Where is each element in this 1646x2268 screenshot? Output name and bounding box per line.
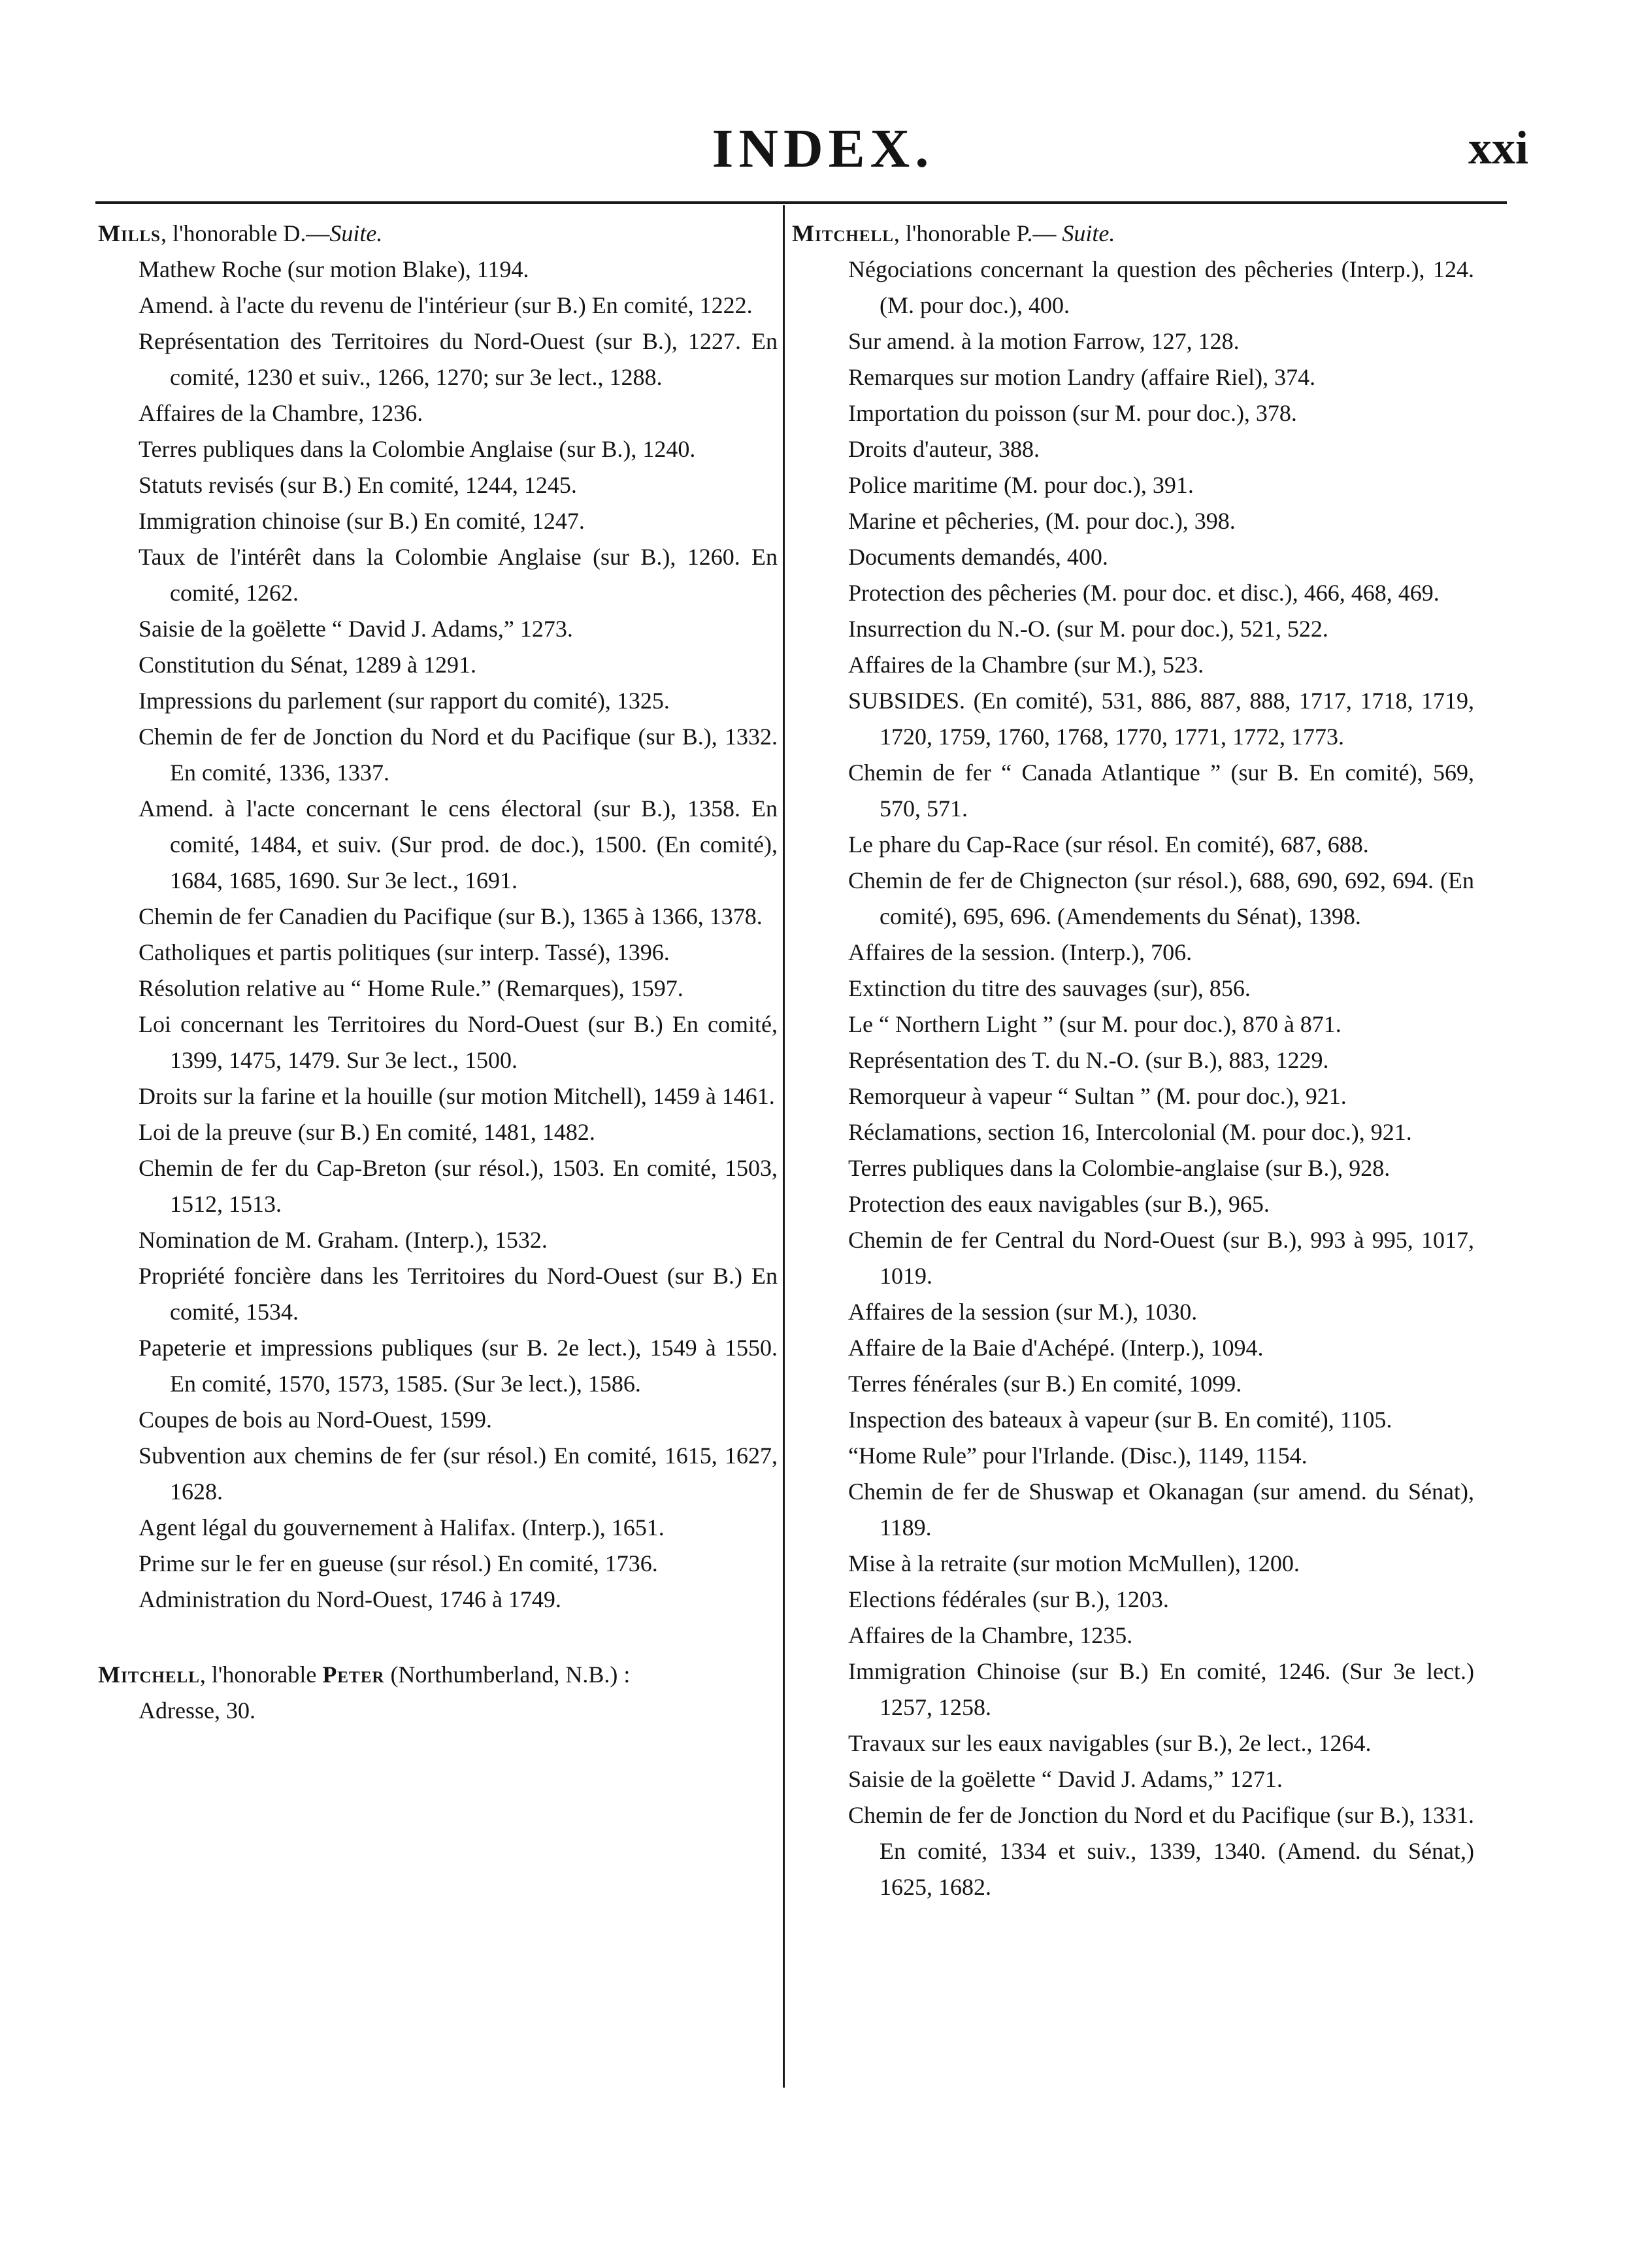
index-entry: Loi concernant les Territoires du Nord-Ouest (sur B.) En comité, 1399, 1475, 1479. Sur 3e lect., 1500. — [139, 1011, 778, 1073]
index-entry: Coupes de bois au Nord-Ouest, 1599. — [139, 1407, 492, 1433]
index-entry: Elections fédérales (sur B.), 1203. — [848, 1586, 1169, 1612]
index-entry: Terres publiques dans la Colombie Anglaise (sur B.), 1240. — [139, 436, 696, 462]
index-entries-mills — [98, 252, 778, 1618]
index-entry: Papeterie et impressions publiques (sur B. 2e lect.), 1549 à 1550. En comité, 1570, 1573, 1585. (Sur 3e lect.), 1586. — [139, 1335, 778, 1397]
index-entry: Mathew Roche (sur motion Blake), 1194. — [139, 256, 529, 282]
index-entry: Administration du Nord-Ouest, 1746 à 1749. — [139, 1586, 561, 1612]
index-entry: Chemin de fer Central du Nord-Ouest (sur B.), 993 à 995, 1017, 1019. — [848, 1227, 1474, 1289]
index-entry: Droits d'auteur, 388. — [848, 436, 1040, 462]
index-entry: Documents demandés, 400. — [848, 544, 1108, 570]
index-entry: “Home Rule” pour l'Irlande. (Disc.), 1149, 1154. — [848, 1443, 1308, 1469]
index-entry: Adresse, 30. — [139, 1697, 255, 1724]
heading-suffix: , l'honorable P.— — [893, 220, 1062, 246]
index-entry: Chemin de fer Canadien du Pacifique (sur B.), 1365 à 1366, 1378. — [139, 903, 763, 929]
index-entry: Affaire de la Baie d'Achépé. (Interp.), 1094. — [848, 1335, 1264, 1361]
index-block-mitchell-start — [98, 1657, 778, 1729]
index-entry: Affaires de la session. (Interp.), 706. — [848, 939, 1193, 965]
index-entry: Chemin de fer de Shuswap et Okanagan (sur amend. du Sénat), 1189. — [848, 1478, 1474, 1541]
index-entry: Marine et pêcheries, (M. pour doc.), 398. — [848, 508, 1236, 534]
index-entry: Immigration Chinoise (sur B.) En comité, 1246. (Sur 3e lect.) 1257, 1258. — [848, 1658, 1474, 1720]
heading-name: Mitchell — [98, 1661, 200, 1688]
index-entry: Prime sur le fer en gueuse (sur résol.) En comité, 1736. — [139, 1550, 658, 1576]
index-entry: Réclamations, section 16, Intercolonial (M. pour doc.), 921. — [848, 1119, 1412, 1145]
heading-suite: Suite. — [329, 220, 383, 246]
index-entry: Résolution relative au “ Home Rule.” (Remarques), 1597. — [139, 975, 683, 1001]
index-entry: Le “ Northern Light ” (sur M. pour doc.), 870 à 871. — [848, 1011, 1341, 1037]
index-entry: Chemin de fer de Chignecton (sur résol.), 688, 690, 692, 694. (En comité), 695, 696. (Amendements du Sénat), 1398. — [848, 867, 1474, 929]
index-entry: Importation du poisson (sur M. pour doc.), 378. — [848, 400, 1297, 426]
index-entry: Constitution du Sénat, 1289 à 1291. — [139, 652, 476, 678]
index-entry: Négociations concernant la question des pêcheries (Interp.), 124. (M. pour doc.), 400. — [848, 256, 1474, 318]
index-entry: Chemin de fer de Jonction du Nord et du Pacifique (sur B.), 1331. En comité, 1334 et suiv., 1339, 1340. (Amend. du Sénat,) 1625, 1682. — [848, 1802, 1474, 1900]
index-entry: Agent légal du gouvernement à Halifax. (Interp.), 1651. — [139, 1514, 665, 1541]
heading-suffix: , l'honorable D.— — [160, 220, 330, 246]
column-divider — [783, 205, 785, 2088]
index-entry: Terres fénérales (sur B.) En comité, 1099. — [848, 1371, 1242, 1397]
page-number: xxi — [1468, 122, 1528, 174]
index-entry: Saisie de la goëlette “ David J. Adams,” 1273. — [139, 616, 573, 642]
heading-name: Mills — [98, 220, 161, 246]
index-entry: Remarques sur motion Landry (affaire Riel), 374. — [848, 364, 1316, 390]
index-entry: Immigration chinoise (sur B.) En comité, 1247. — [139, 508, 585, 534]
index-entry: Catholiques et partis politiques (sur interp. Tassé), 1396. — [139, 939, 670, 965]
index-heading-mitchell — [98, 1657, 778, 1693]
index-entry: Travaux sur les eaux navigables (sur B.), 2e lect., 1264. — [848, 1730, 1372, 1756]
index-heading-mitchell-suite — [792, 216, 1474, 252]
index-entry: Subvention aux chemins de fer (sur résol.) En comité, 1615, 1627, 1628. — [139, 1443, 778, 1505]
index-entry: Affaires de la Chambre, 1235. — [848, 1622, 1133, 1648]
heading-first-name: Peter — [322, 1661, 385, 1688]
index-entry: Nomination de M. Graham. (Interp.), 1532. — [139, 1227, 548, 1253]
index-entries-mitchell-start — [98, 1693, 778, 1729]
header-rule — [95, 201, 1507, 204]
index-entry: Impressions du parlement (sur rapport du comité), 1325. — [139, 688, 670, 714]
index-entry: Droits sur la farine et la houille (sur motion Mitchell), 1459 à 1461. — [139, 1083, 775, 1109]
index-entry: Insurrection du N.-O. (sur M. pour doc.), 521, 522. — [848, 616, 1328, 642]
index-entry: Mise à la retraite (sur motion McMullen), 1200. — [848, 1550, 1300, 1576]
heading-name: Mitchell — [792, 220, 894, 246]
heading-rest: (Northumberland, N.B.) : — [384, 1661, 631, 1688]
index-entry: Police maritime (M. pour doc.), 391. — [848, 472, 1194, 498]
index-heading-mills — [98, 216, 778, 252]
heading-suite: Suite. — [1062, 220, 1115, 246]
index-entry: Chemin de fer de Jonction du Nord et du Pacifique (sur B.), 1332. En comité, 1336, 1337. — [139, 724, 778, 786]
index-entry: Amend. à l'acte concernant le cens électoral (sur B.), 1358. En comité, 1484, et suiv. (Sur prod. de doc.), 1500. (En comité), 1684, 1685, 1690. Sur 3e lect., 1691. — [139, 795, 778, 893]
index-entries-mitchell — [792, 252, 1474, 1905]
index-entry: Extinction du titre des sauvages (sur), 856. — [848, 975, 1251, 1001]
index-entry: Saisie de la goëlette “ David J. Adams,” 1271. — [848, 1766, 1283, 1792]
index-entry: Affaires de la Chambre (sur M.), 523. — [848, 652, 1204, 678]
index-entry: Affaires de la session (sur M.), 1030. — [848, 1299, 1198, 1325]
index-entry: Chemin de fer “ Canada Atlantique ” (sur B. En comité), 569, 570, 571. — [848, 759, 1474, 822]
index-entry: Représentation des T. du N.-O. (sur B.), 883, 1229. — [848, 1047, 1329, 1073]
index-entry: Propriété foncière dans les Territoires du Nord-Ouest (sur B.) En comité, 1534. — [139, 1263, 778, 1325]
index-entry: Remorqueur à vapeur “ Sultan ” (M. pour doc.), 921. — [848, 1083, 1347, 1109]
index-entry: Loi de la preuve (sur B.) En comité, 1481, 1482. — [139, 1119, 595, 1145]
index-entry: Taux de l'intérêt dans la Colombie Anglaise (sur B.), 1260. En comité, 1262. — [139, 544, 778, 606]
right-column — [792, 216, 1474, 1905]
index-entry: Chemin de fer du Cap-Breton (sur résol.), 1503. En comité, 1503, 1512, 1513. — [139, 1155, 778, 1217]
index-entry: Protection des pêcheries (M. pour doc. et disc.), 466, 468, 469. — [848, 580, 1440, 606]
page-title: INDEX. — [712, 118, 934, 179]
left-column — [98, 216, 778, 1729]
index-entry: Amend. à l'acte du revenu de l'intérieur (sur B.) En comité, 1222. — [139, 292, 753, 318]
index-entry: Représentation des Territoires du Nord-Ouest (sur B.), 1227. En comité, 1230 et suiv., 1266, 1270; sur 3e lect., 1288. — [139, 328, 778, 390]
index-entry: Le phare du Cap-Race (sur résol. En comité), 687, 688. — [848, 831, 1369, 858]
index-entry: Affaires de la Chambre, 1236. — [139, 400, 423, 426]
index-entry: Sur amend. à la motion Farrow, 127, 128. — [848, 328, 1240, 354]
index-entry: Statuts revisés (sur B.) En comité, 1244, 1245. — [139, 472, 577, 498]
heading-middle: , l'honorable — [199, 1661, 323, 1688]
index-entry: Inspection des bateaux à vapeur (sur B. En comité), 1105. — [848, 1407, 1392, 1433]
index-entry: SUBSIDES. (En comité), 531, 886, 887, 888, 1717, 1718, 1719, 1720, 1759, 1760, 1768, 1770, 1771, 1772, 1773. — [848, 688, 1474, 750]
index-entry: Terres publiques dans la Colombie-anglaise (sur B.), 928. — [848, 1155, 1391, 1181]
index-entry: Protection des eaux navigables (sur B.), 965. — [848, 1191, 1270, 1217]
